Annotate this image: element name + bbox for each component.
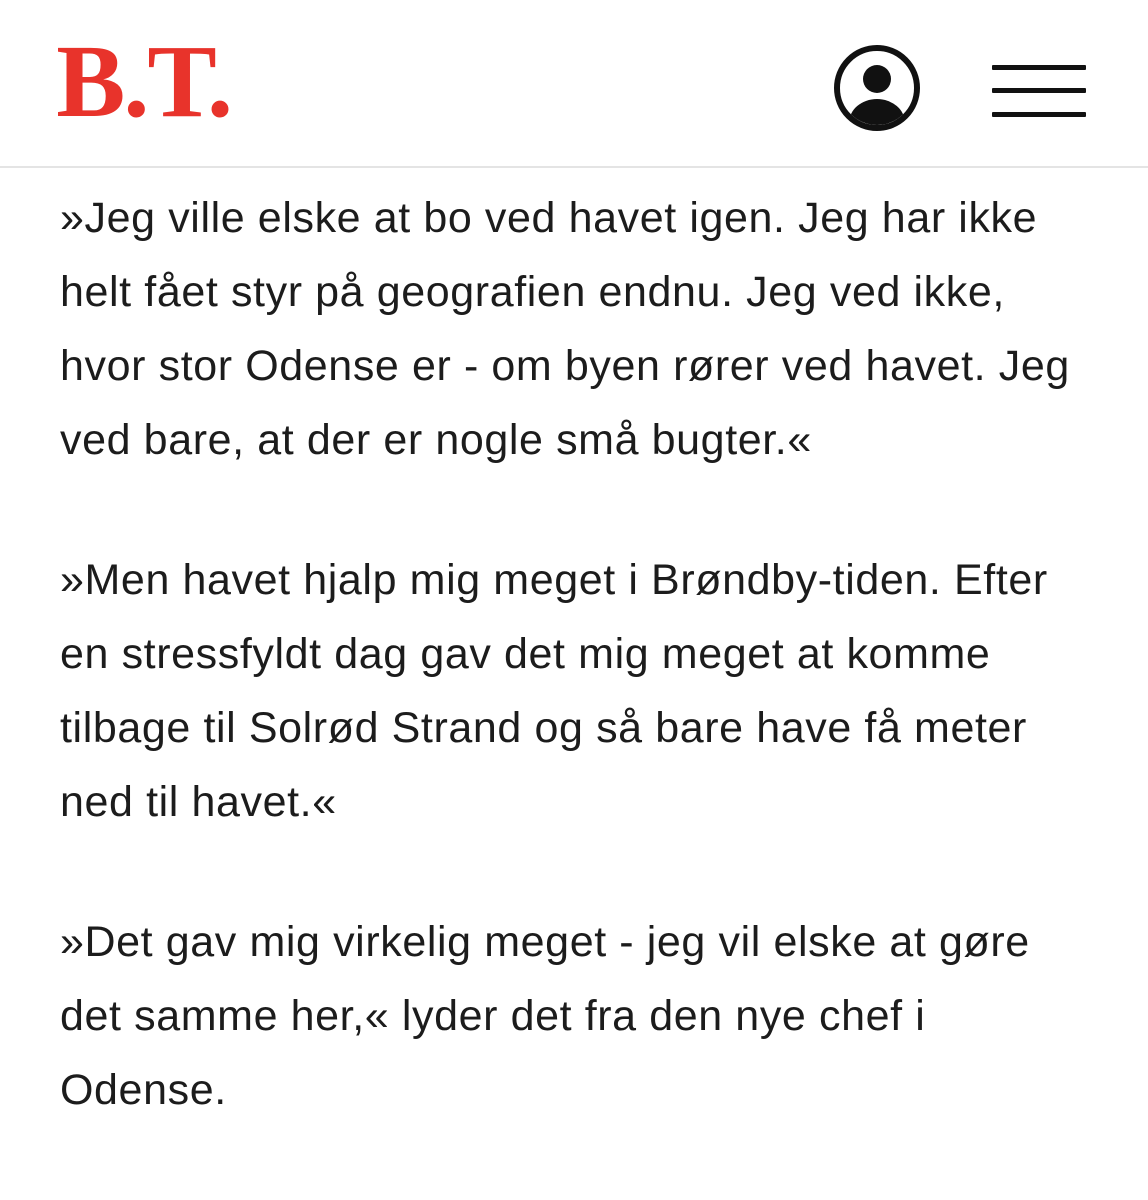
- account-button[interactable]: [832, 43, 922, 133]
- article-paragraph: »Jeg ville elske at bo ved havet igen. Jeg har ikke helt fået styr på geografien endnu. Jeg ved ikke, hvor stor Odense er - om byen rører ved havet. Jeg ved bare, at der er nogle små bugter.«: [60, 194, 1070, 464]
- bt-logo[interactable]: [58, 36, 358, 120]
- article-paragraph: »Men havet hjalp mig meget i Brøndby-tiden. Efter en stressfyldt dag gav det mig meget at komme tilbage til Solrød Strand og så bare have få meter ned til havet.«: [60, 556, 1048, 826]
- bt-logo-text: B.T.: [58, 36, 232, 120]
- site-header: [0, 0, 1148, 168]
- menu-bar-top: [992, 65, 1086, 70]
- menu-button[interactable]: [990, 62, 1088, 122]
- article-body: [60, 181, 1100, 1193]
- menu-bar-bottom: [992, 112, 1086, 117]
- article-paragraph: »Det gav mig virkelig meget - jeg vil elske at gøre det samme her,« lyder det fra den nye chef i Odense.: [60, 918, 1030, 1114]
- user-circle-icon: [832, 43, 922, 133]
- bt-logo-mark: [58, 36, 358, 120]
- menu-bar-middle: [992, 88, 1086, 93]
